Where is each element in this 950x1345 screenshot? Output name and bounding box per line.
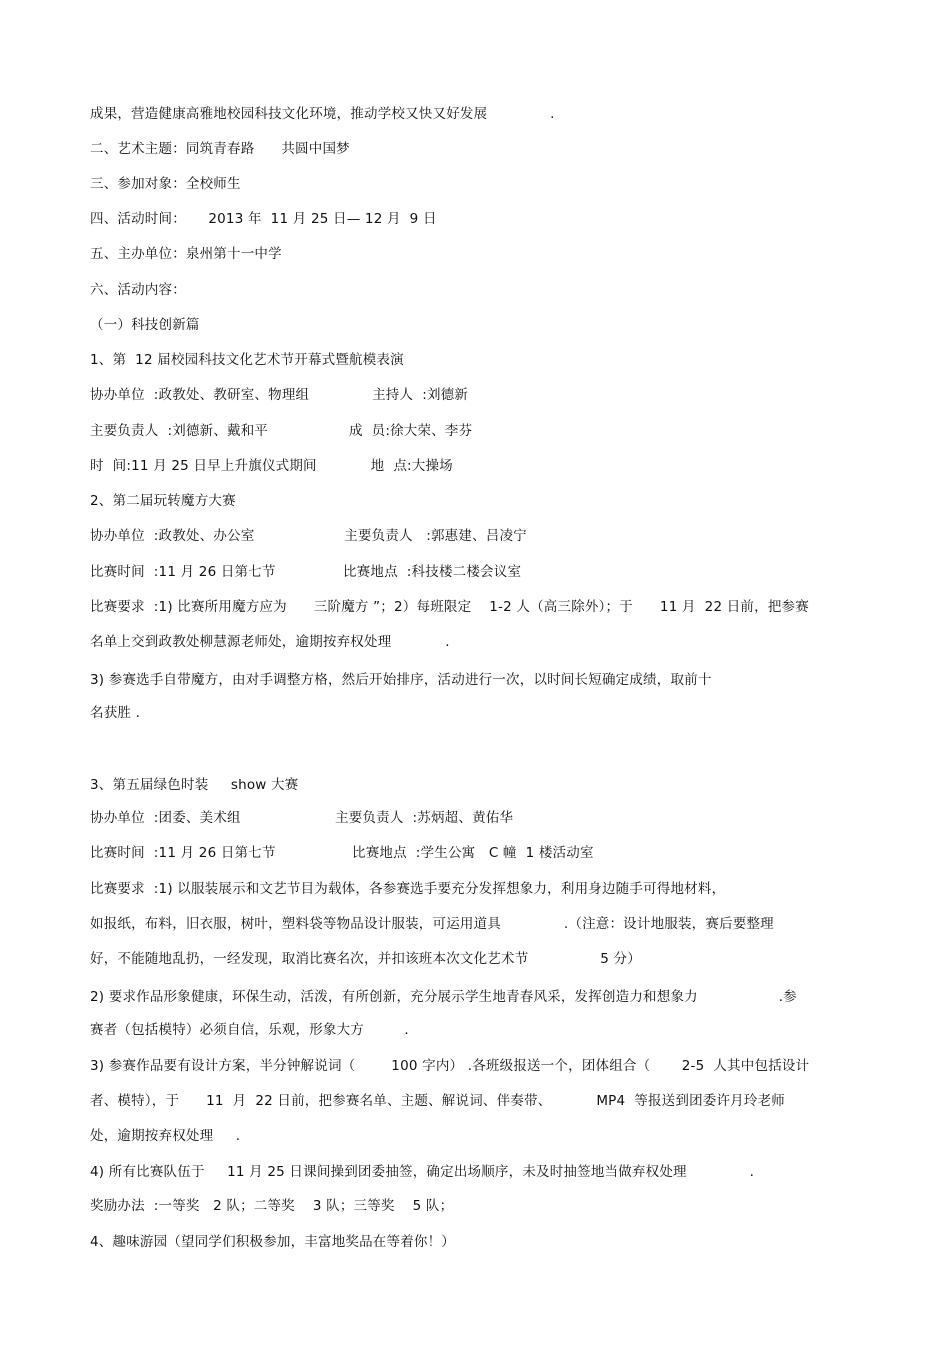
item-heading: 2、第二届玩转魔方大赛: [90, 493, 236, 509]
text-line: 协办单位 :政教处、办公室 主要负责人 :郭惠建、吕凌宁: [90, 528, 527, 544]
text-line: 时 间:11 月 25 日早上升旗仪式期间 地 点:大操场: [90, 458, 453, 474]
text-line: 主要负责人 :刘德新、戴和平 成 员:徐大荣、李芬: [90, 423, 473, 439]
text-line: 名单上交到政教处柳慧源老师处，逾期按弃权处理 .: [90, 634, 450, 650]
text-line: 六、活动内容：: [90, 282, 186, 298]
text-line: 二、艺术主题：同筑青春路 共圆中国梦: [90, 141, 350, 157]
text-line: 协办单位 :政教处、教研室、物理组 主持人 :刘德新: [90, 387, 469, 403]
text-line: 4) 所有比赛队伍于 11 月 25 日课间操到团委抽签，确定出场顺序，未及时抽签地当做弃权处理 .: [90, 1164, 755, 1180]
section-heading: （一）科技创新篇: [90, 317, 200, 333]
text-line: 四、活动时间： 2013 年 11 月 25 日— 12 月 9 日: [90, 211, 437, 227]
item-heading: 3、第五届绿色时装 show 大赛: [90, 777, 299, 793]
text-line: 五、主办单位：泉州第十一中学: [90, 246, 282, 262]
text-line: 协办单位 :团委、美术组 主要负责人 :苏炳超、黄佑华: [90, 810, 514, 826]
text-line: 比赛时间 :11 月 26 日第七节 比赛地点 :学生公寓 C 幢 1 楼活动室: [90, 845, 594, 861]
text-line: 好，不能随地乱扔，一经发现，取消比赛名次，并扣该班本次文化艺术节 5 分）: [90, 951, 641, 967]
text-line: 名获胜 .: [90, 705, 141, 721]
text-line: 2) 要求作品形象健康，环保生动，活泼，有所创新，充分展示学生地青春风采，发挥创造力和想象力 .参: [90, 989, 797, 1005]
text-line: 成果，营造健康高雅地校园科技文化环境，推动学校又快又好发展 .: [90, 106, 555, 122]
item-heading: 1、第 12 届校园科技文化艺术节开幕式暨航模表演: [90, 352, 404, 368]
text-line: 奖励办法 :一等奖 2 队；二等奖 3 队；三等奖 5 队；: [90, 1198, 454, 1214]
text-line: 三、参加对象：全校师生: [90, 176, 241, 192]
text-line: 3) 参赛作品要有设计方案，半分钟解说词（ 100 字内） .各班级报送一个，团体组合（ 2-5 人其中包括设计: [90, 1058, 810, 1074]
item-heading: 4、趣味游园（望同学们积极参加，丰富地奖品在等着你！）: [90, 1234, 455, 1250]
text-line: 如报纸，布料，旧衣服，树叶，塑料袋等物品设计服装，可运用道具 .（注意：设计地服装，赛后要整理: [90, 916, 774, 932]
text-line: 3) 参赛选手自带魔方，由对手调整方格，然后开始排序，活动进行一次，以时间长短确定成绩，取前十: [90, 672, 712, 688]
text-line: 处，逾期按弃权处理 .: [90, 1128, 241, 1144]
text-line: 比赛要求 :1) 比赛所用魔方应为 三阶魔方 ”；2）每班限定 1-2 人（高三除外）；于 11 月 22 日前，把参赛: [90, 599, 809, 615]
text-line: 比赛要求 :1) 以服装展示和文艺节目为载体，各参赛选手要充分发挥想象力，利用身边随手可得地材料，: [90, 881, 726, 897]
text-line: 者、模特），于 11 月 22 日前，把参赛名单、主题、解说词、伴奏带、 MP4 等报送到团委许月玲老师: [90, 1093, 785, 1109]
text-line: 比赛时间 :11 月 26 日第七节 比赛地点 :科技楼二楼会议室: [90, 564, 522, 580]
text-line: 赛者（包括模特）必须自信，乐观，形象大方 .: [90, 1022, 409, 1038]
